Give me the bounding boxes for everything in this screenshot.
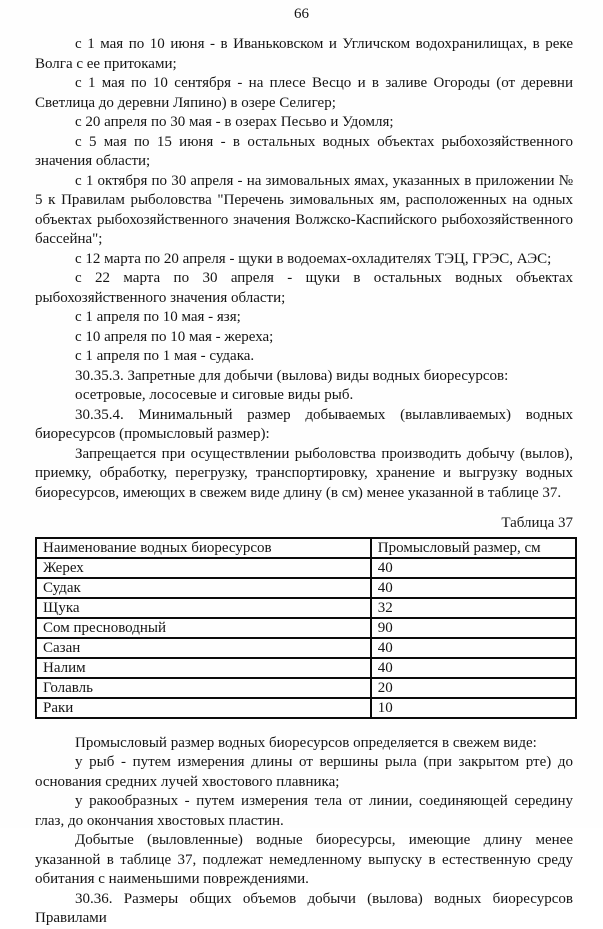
- cell-species-name: Жерех: [36, 558, 371, 578]
- cell-size-value: 32: [371, 598, 576, 618]
- paragraphs-after-table: [35, 734, 573, 929]
- cell-size-value: 40: [371, 558, 576, 578]
- page-number: 66: [294, 6, 309, 22]
- table-row: [36, 638, 576, 658]
- body-paragraph: с 1 октября по 30 апреля - на зимовальных ямах, указанных в приложении № 5 к Правилам рыболовства "Перечень зимовальных ям, расположенных на одных объектах рыбохозяйственного значения Волжско-Каспийского рыбохозяйственного бассейна";: [35, 172, 573, 247]
- table-row: [36, 558, 576, 578]
- body-paragraph: Промысловый размер водных биоресурсов определяется в свежем виде:: [75, 734, 537, 751]
- table-row: [36, 658, 576, 678]
- cell-size-value: 90: [371, 618, 576, 638]
- body-paragraph: с 1 мая по 10 сентября - на плесе Весцо и в заливе Огороды (от деревни Светлица до деревни Ляпино) в озере Селигер;: [35, 75, 573, 111]
- body-paragraph: с 1 апреля по 1 мая - судака.: [75, 348, 255, 364]
- table-caption: Таблица 37: [501, 515, 573, 531]
- table-row: [36, 598, 576, 618]
- body-paragraph: у рыб - путем измерения длины от вершины рыла (при закрытом рте) до основания средних лучей хвостового плавника;: [35, 754, 573, 790]
- paragraphs-before-table: [35, 35, 573, 503]
- body-paragraph: осетровые, лососевые и сиговые виды рыб.: [75, 387, 354, 403]
- body-paragraph: с 22 марта по 30 апреля - щуки в остальных водных объектах рыбохозяйственного значения области;: [35, 270, 573, 306]
- cell-species-name: Сазан: [36, 638, 371, 658]
- table-header-row: [36, 538, 576, 558]
- table-header-name: Наименование водных биоресурсов: [36, 538, 371, 558]
- cell-species-name: Налим: [36, 658, 371, 678]
- body-paragraph: с 1 апреля по 10 мая - язя;: [75, 309, 241, 325]
- table-row: [36, 578, 576, 598]
- table-row: [36, 618, 576, 638]
- biores-table: [35, 537, 577, 719]
- body-paragraph: 30.35.3. Запретные для добычи (вылова) виды водных биоресурсов:: [75, 367, 509, 384]
- cell-size-value: 40: [371, 638, 576, 658]
- body-paragraph: с 12 марта по 20 апреля - щуки в водоемах-охладителях ТЭЦ, ГРЭС, АЭС;: [75, 250, 552, 267]
- body-paragraph: у ракообразных - путем измерения тела от линии, соединяющей середину глаз, до окончания хвостовых пластин.: [35, 793, 573, 829]
- table-header-size: Промысловый размер, см: [371, 538, 576, 558]
- cutoff-line: 30.36. Размеры общих объемов добычи (вылова) водных биоресурсов Правилами: [35, 890, 573, 926]
- body-paragraph: 30.35.4. Минимальный размер добываемых (вылавливаемых) водных биоресурсов (промысловый размер):: [35, 406, 573, 442]
- body-paragraph: с 1 мая по 10 июня - в Иваньковском и Угличском водохранилищах, в реке Волга с ее притоками;: [35, 36, 573, 72]
- cell-size-value: 20: [371, 678, 576, 698]
- body-paragraph: с 20 апреля по 30 мая - в озерах Песьво и Удомля;: [75, 114, 394, 130]
- table-body: [36, 558, 576, 718]
- cell-size-value: 40: [371, 578, 576, 598]
- body-paragraph: Запрещается при осуществлении рыболовства производить добычу (вылов), приемку, обработку, перегрузку, транспортировку, хранение и выгрузку водных биоресурсов, имеющих в свежем виде длину (в см) менее указанной в таблице 37.: [35, 445, 573, 501]
- cell-species-name: Судак: [36, 578, 371, 598]
- cell-species-name: Раки: [36, 698, 371, 718]
- table-row: [36, 698, 576, 718]
- cell-species-name: Голавль: [36, 678, 371, 698]
- body-paragraph: с 10 апреля по 10 мая - жереха;: [75, 328, 274, 345]
- body-paragraph: Добытые (выловленные) водные биоресурсы, имеющие длину менее указанной в таблице 37, подлежат немедленному выпуску в естественную среду обитания с наименьшими повреждениями.: [35, 832, 573, 887]
- cell-species-name: Щука: [36, 598, 371, 618]
- body-paragraph: с 5 мая по 15 июня - в остальных водных объектах рыбохозяйственного значения области;: [35, 133, 573, 169]
- cell-size-value: 10: [371, 698, 576, 718]
- cell-species-name: Сом пресноводный: [36, 618, 371, 638]
- cell-size-value: 40: [371, 658, 576, 678]
- table-row: [36, 678, 576, 698]
